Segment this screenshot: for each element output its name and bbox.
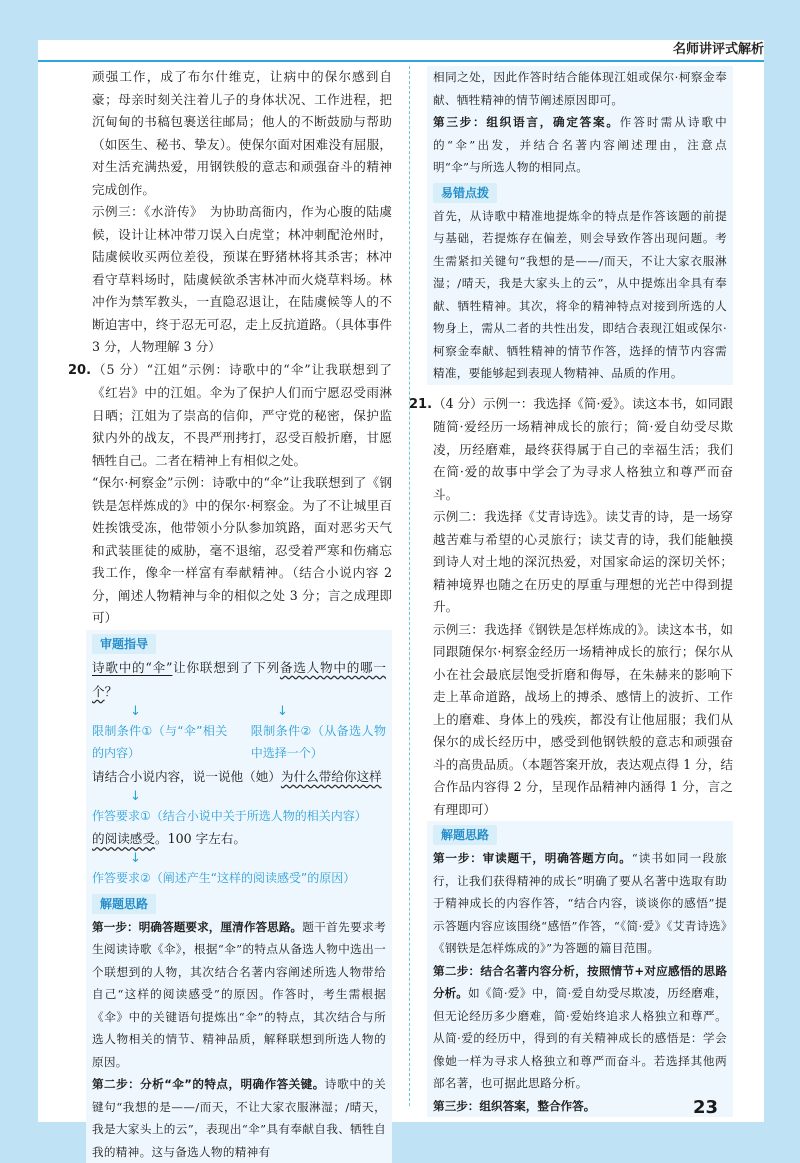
step-text: 作答时需从诗歌中的“伞”出发，并结合名著内容阐述理由，注意点明“伞”与所选人物的相同点。 <box>433 115 727 174</box>
wavy-phrase: 为什么带给你这样 <box>281 769 382 784</box>
paragraph: 顽强工作，成了布尔什维克，让病中的保尔感到自豪；母亲时刻关注着儿子的身体状况、工作进程，把沉甸甸的书稿包裹送往邮局；他人的不断鼓励与帮助（如医生、秘书、挚友）。使保尔面对困难没有屈服，对生活充满热爱，用钢铁般的意志和顽强奋斗的精神完成创作。 <box>92 66 392 201</box>
step-title: 第一步：明确答题要求，厘清作答思路。 <box>92 920 302 934</box>
condition-2: 限制条件②（从备选人物中选择一个） <box>251 720 386 765</box>
requirement-1: 作答要求①（结合小说中关于所选人物的相关内容） <box>92 805 386 828</box>
step-title: 第二步：分析“伞”的特点，明确作答关键。 <box>92 1077 325 1091</box>
step-text: 诗歌中的关键句“我想的是——/而天，不让大家衣服淋湿；/晴天，我是大家头上的云”，表现出“伞”具有奉献自我、牺牲自我的精神。这与备选人物的精神有 <box>92 1077 386 1159</box>
prompt-line <box>92 765 386 789</box>
shenti-box <box>86 630 392 890</box>
step-1 <box>433 847 727 960</box>
step-2 <box>433 960 727 1095</box>
plain-text: ？ <box>105 684 118 699</box>
paragraph: 示例二：我选择《艾青诗选》。读艾青的诗，是一场穿越苦难与希望的心灵旅行；读艾青的诗，我们能触摸到诗人对土地的深沉热爱，对国家命运的深切关怀；精神境界也随之在历史的厚重与理想的光芒中得到提升。 <box>433 506 733 619</box>
step-title: 第一步：审读题干，明确答题方向。 <box>433 851 632 865</box>
requirement-2: 作答要求②（阐述产生“这样的阅读感受”的原因） <box>92 867 386 890</box>
wavy-phrase: 的阅读感受 <box>92 831 155 846</box>
underlined-phrase: 诗歌中的“伞” <box>92 660 172 675</box>
step-3 <box>433 111 727 179</box>
section-tag: 审题指导 <box>92 634 156 654</box>
answer-text: （5 分）“江姐”示例：诗歌中的“伞”让我联想到了《红岩》中的江姐。伞为了保护人们而宁愿忍受雨淋日晒；江姐为了崇高的信仰，严守党的秘密，保护监狱内外的战友，不畏严刑拷打，忍受百般折磨，甘愿牺牲自己。二者在精神上有相似之处。 <box>92 362 392 468</box>
step-text: 题干首先要求考生阅读诗歌《伞》，根据“伞”的特点从备选人物中选出一个联想到的人物，其次结合名著内容阐述所选人物带给自己“这样的阅读感受”的原因。作答时，考生需根据《伞》中的关键语句提炼出“伞”的特点，其次结合与所选人物相关的情节、精神品质，解释联想到所选人物的原因。 <box>92 920 386 1069</box>
column-divider <box>409 66 410 1106</box>
wavy-phrase: 备选人物中的哪一个 <box>92 660 386 699</box>
arrow-icon: ↓ <box>92 704 239 720</box>
arrow-row <box>92 704 386 720</box>
question-number: 21. <box>409 394 433 417</box>
yicuo-box <box>427 179 733 385</box>
jieti-box-2 <box>427 821 733 1117</box>
answer-text: （4 分）示例一：我选择《简·爱》。读这本书，如同跟随简·爱经历一场精神成长的旅行；简·爱自幼受尽欺凌，历经磨难，最终获得属于自己的幸福生活；我们在简·爱的故事中学会了为寻求人格独立和尊严而奋斗。 <box>433 396 733 502</box>
step-title: 第三步：组织语言，确定答案。 <box>433 115 620 129</box>
section-tag: 解题思路 <box>92 894 156 914</box>
left-column <box>92 66 392 1163</box>
plain-text: 让你联想到了下列 <box>172 660 280 675</box>
condition-row <box>92 720 386 765</box>
question-number: 20. <box>68 360 92 383</box>
condition-1: 限制条件①（与“伞”相关的内容） <box>92 720 227 765</box>
plain-text: 请结合小说内容，说一说他（她） <box>92 769 281 784</box>
right-column <box>433 66 733 1117</box>
arrow-icon: ↓ <box>92 851 386 867</box>
step-text: “读书如同一段旅行，让我们获得精神的成长”明确了要从名著中选取有助于精神成长的内容作答，“结合内容，谈谈你的感悟”提示答题内容应该围绕“感悟”作答，“《简·爱》《艾青诗选》《钢铁是怎样炼成的》”为答题的篇目范围。 <box>433 851 727 955</box>
step-2 <box>92 1073 386 1163</box>
section-tag: 解题思路 <box>433 825 497 845</box>
paragraph: 首先，从诗歌中精准地提炼伞的特点是作答该题的前提与基础，若提炼存在偏差，则会导致作答出现问题。考生需紧扣关键句“我想的是——/而天，不让大家衣服淋湿；/晴天，我是大家头上的云”，从中提炼出伞具有奉献、牺牲精神。其次，将伞的精神特点对接到所选的人物身上，需从二者的共性出发，即结合表现江姐或保尔·柯察金奉献、牺牲精神的情节作答，选择的情节内容需精准，要能够起到表现人物精神、品质的作用。 <box>433 205 727 385</box>
paragraph: 示例三：《水浒传》 为协助高衙内，作为心腹的陆虞候，设计让林冲带刀误入白虎堂；林冲刺配沧州时，陆虞候收买两位差役，预谋在野猪林将其杀害；林冲看守草料场时，陆虞候欲杀害林冲而火烧草料场。林冲作为禁军教头，一直隐忍退让，在陆虞候等人的不断迫害中，终于忍无可忍，走上反抗道路。（具体事件 3 分，人物理解 3 分） <box>92 201 392 359</box>
jieti-cont-box <box>427 66 733 179</box>
step-3 <box>433 1095 727 1118</box>
header-rule <box>38 60 764 62</box>
arrow-icon: ↓ <box>239 704 386 720</box>
jieti-box <box>86 890 392 1163</box>
question-20 <box>92 359 392 473</box>
step-title: 第三步：组织答案，整合作答。 <box>433 1099 595 1113</box>
paragraph: 示例三：我选择《钢铁是怎样炼成的》。读这本书，如同跟随保尔·柯察金经历一场精神成长的旅行；保尔从小在社会最底层饱受折磨和侮辱，在朱赫来的影响下走上革命道路，战场上的搏杀、感情上的波折、工作上的磨难、身体上的残疾，都没有让他屈服；我们从保尔的成长经历中，感受到他钢铁般的意志和顽强奋斗的高贵品质。（本题答案开放，表达观点得 1 分，结合作品内容得 2 分，呈现作品精神内涵得 1 分，言之有理即可） <box>433 619 733 822</box>
paragraph: 相同之处，因此作答时结合能体现江姐或保尔·柯察金奉献、牺牲精神的情节阐述原因即可。 <box>433 66 727 111</box>
page-number: 23 <box>693 1097 718 1118</box>
plain-text: 。100 字左右。 <box>155 831 246 846</box>
arrow-icon: ↓ <box>92 789 386 805</box>
step-text: 如《简·爱》中，简·爱自幼受尽欺凌，历经磨难，但无论经历多少磨难，简·爱始终追求人格独立和尊严。从简·爱的经历中，得到的有关精神成长的感悟是：学会像她一样为寻求人格独立和尊严而奋斗。若选择其他两部名著，也可据此思路分析。 <box>433 986 727 1090</box>
step-1 <box>92 916 386 1074</box>
section-tag: 易错点拨 <box>433 183 497 203</box>
question-21 <box>433 393 733 507</box>
prompt-line <box>92 656 386 704</box>
header-title: 名师讲评式解析 <box>673 38 764 57</box>
prompt-line <box>92 827 386 851</box>
step-title: 第二步：结合名著内容分析，按照情节+对应感悟的思路分析。 <box>433 964 727 1001</box>
paragraph: “保尔·柯察金”示例：诗歌中的“伞”让我联想到了《钢铁是怎样炼成的》中的保尔·柯察金。为了不让城里百姓挨饿受冻，他带领小分队参加筑路，面对恶劣天气和武装匪徒的威胁，毫不退缩，忍受着严寒和伤痛忘我工作，像伞一样富有奉献精神。（结合小说内容 2 分，阐述人物精神与伞的相似之处 3 分；言之成理即可） <box>92 472 392 630</box>
